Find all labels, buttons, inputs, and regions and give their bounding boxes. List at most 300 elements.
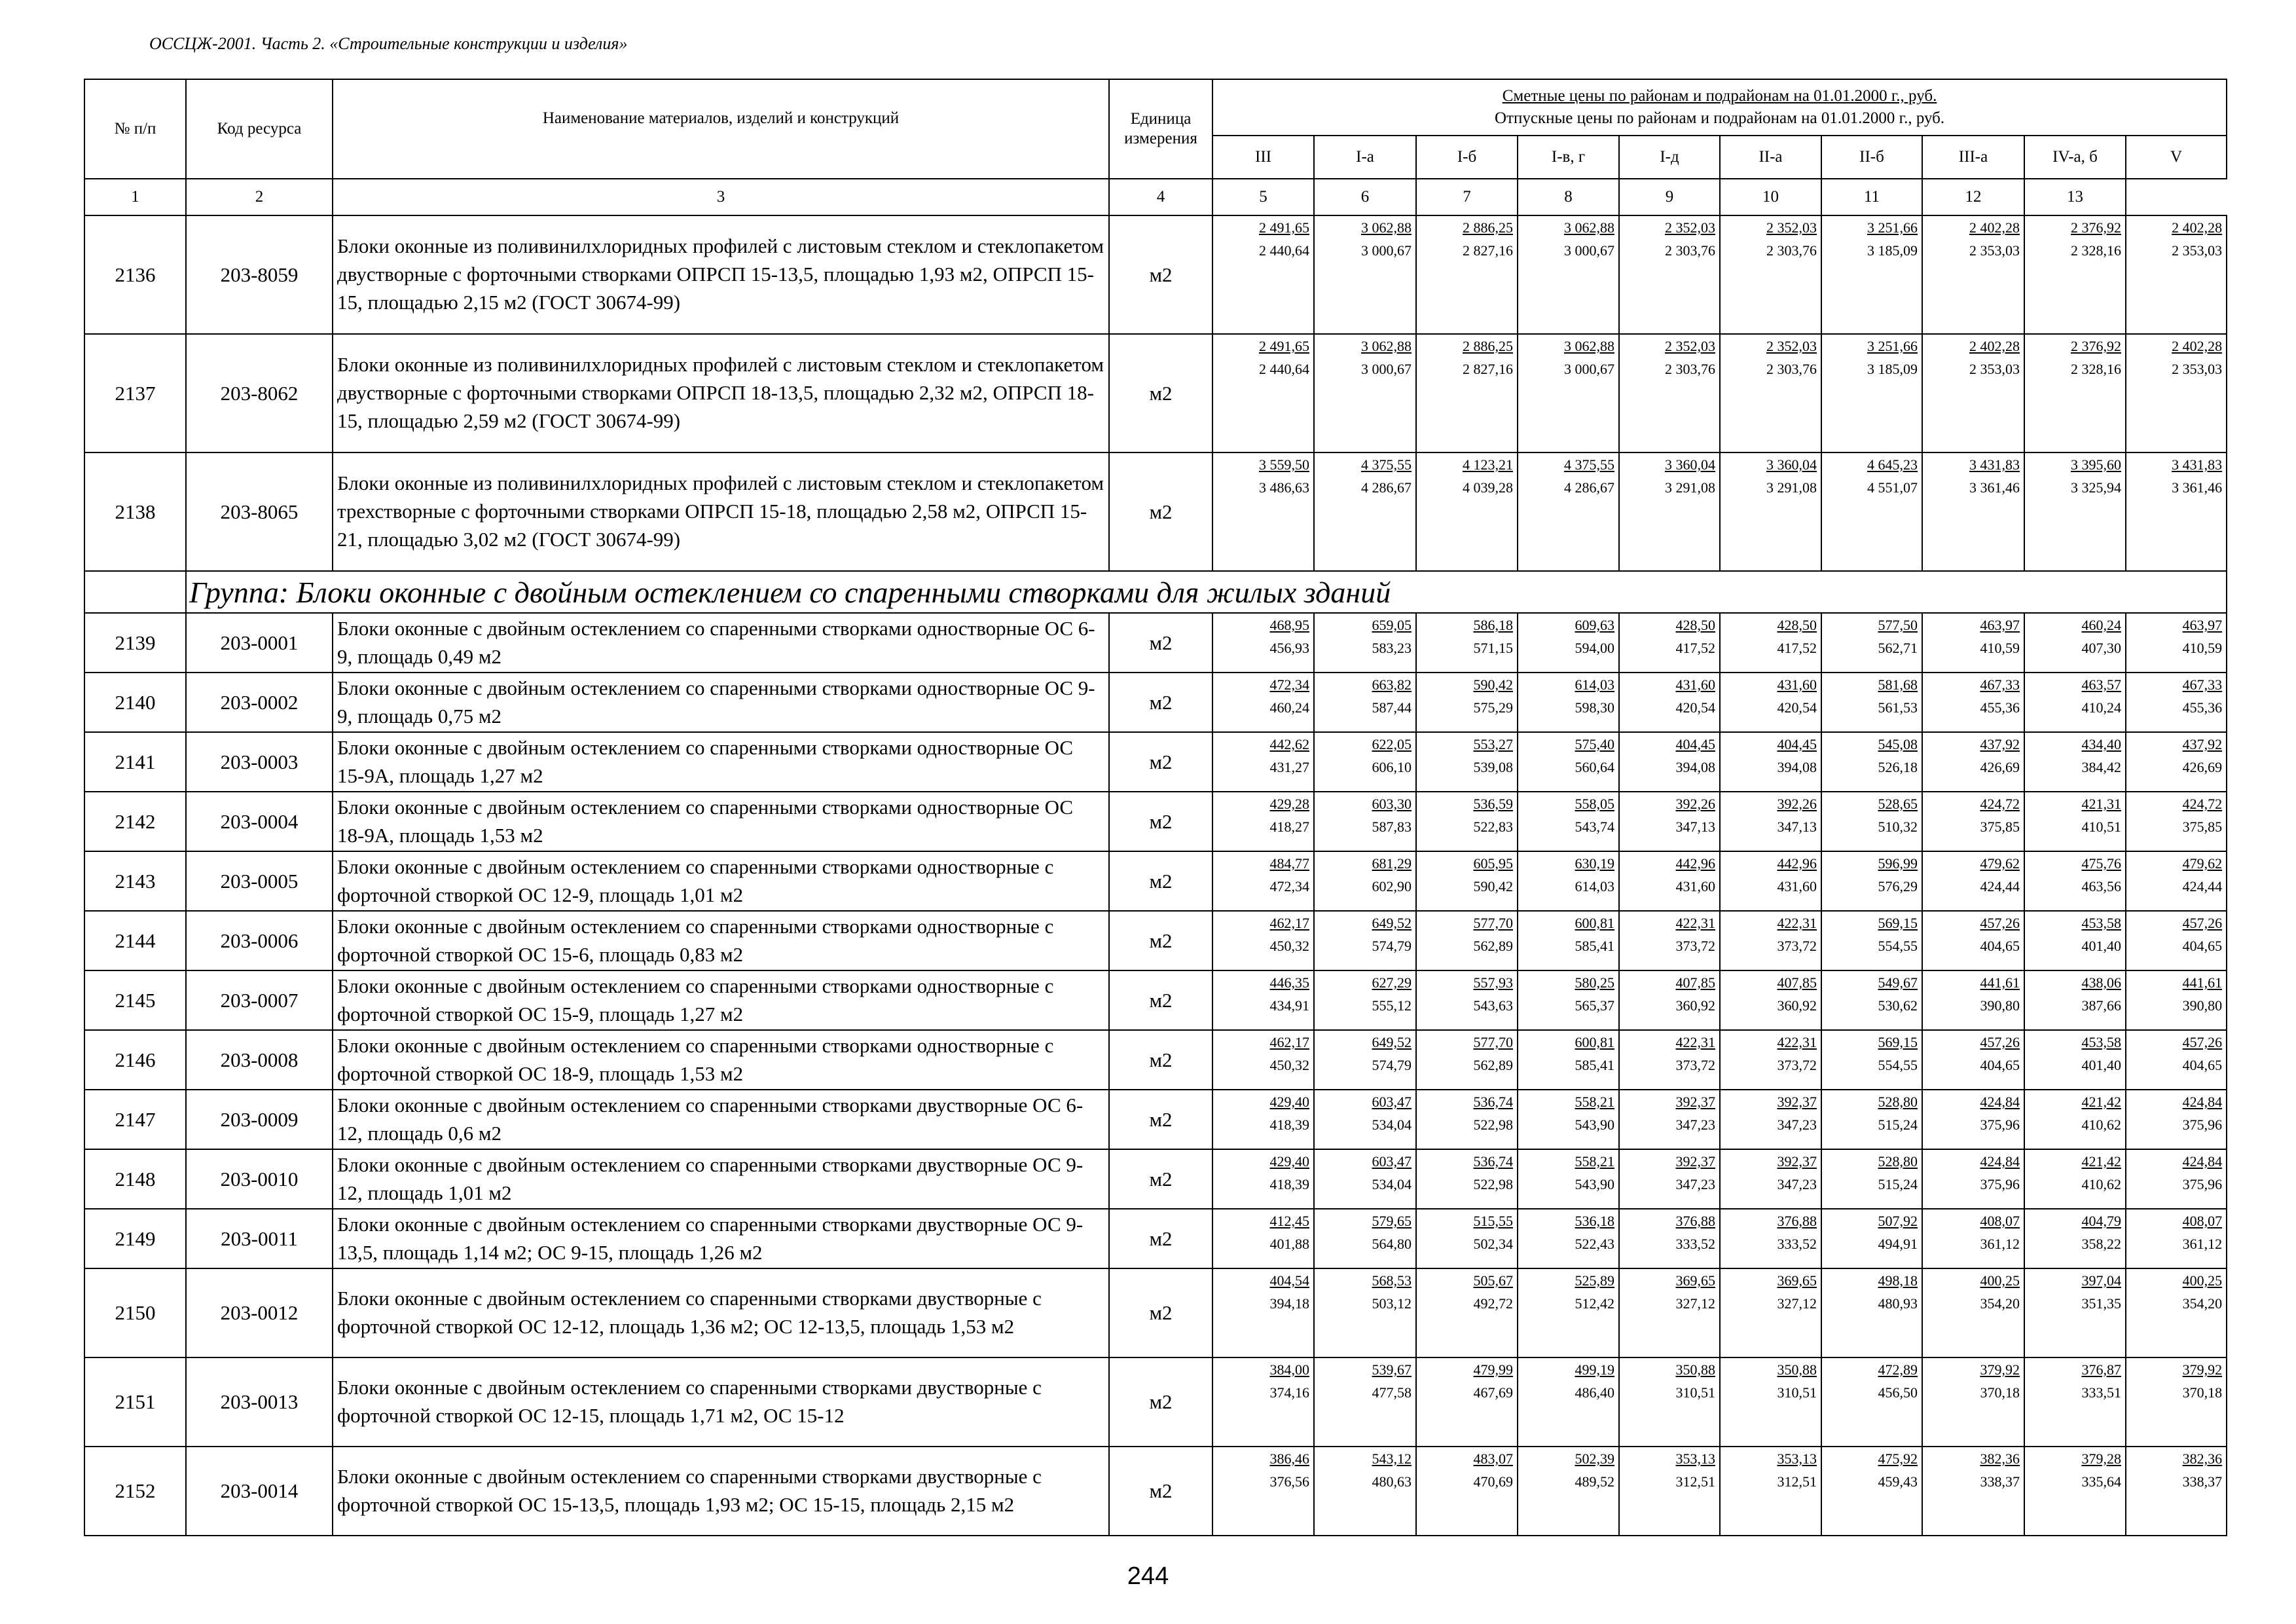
price-cell	[1720, 215, 1821, 334]
estimate-price: 475,92	[1878, 1450, 1918, 1467]
estimate-price: 558,21	[1575, 1153, 1614, 1170]
resource-code: 203-8059	[186, 215, 333, 334]
header-region: I-б	[1416, 136, 1518, 179]
estimate-price: 442,96	[1675, 855, 1715, 872]
release-price: 394,18	[1269, 1295, 1309, 1312]
price-cell	[1314, 613, 1416, 673]
estimate-price: 421,31	[2081, 796, 2121, 812]
resource-code: 203-0013	[186, 1357, 333, 1447]
price-cell	[1416, 673, 1518, 732]
price-cell	[1314, 732, 1416, 792]
price-cell	[1720, 1268, 1821, 1357]
item-name: Блоки оконные с двойным остеклением со спаренными створками одностворные ОС 18-9А, площадь 1,53 м2	[333, 792, 1109, 851]
price-cell	[1416, 732, 1518, 792]
release-price: 360,92	[1675, 997, 1715, 1014]
estimate-price: 422,31	[1675, 915, 1715, 931]
price-cell	[1314, 1268, 1416, 1357]
estimate-price: 2 491,65	[1259, 338, 1309, 354]
release-price: 373,72	[1675, 1057, 1715, 1074]
estimate-price: 603,47	[1372, 1153, 1412, 1170]
release-price: 510,32	[1878, 819, 1918, 836]
release-price: 3 325,94	[2071, 479, 2121, 496]
estimate-price: 659,05	[1372, 617, 1412, 633]
estimate-price: 392,37	[1777, 1153, 1817, 1170]
release-price: 375,85	[2182, 819, 2223, 836]
release-price: 543,90	[1575, 1116, 1614, 1134]
release-price: 375,96	[1980, 1176, 2020, 1193]
estimate-price: 479,99	[1473, 1361, 1513, 1378]
release-price: 534,04	[1372, 1176, 1412, 1193]
table-row	[84, 1447, 2227, 1536]
resource-code: 203-0001	[186, 613, 333, 673]
table-row	[84, 732, 2227, 792]
estimate-price: 369,65	[1675, 1272, 1715, 1289]
estimate-price: 596,99	[1878, 855, 1918, 872]
price-cell	[1922, 334, 2024, 452]
table-row	[84, 673, 2227, 732]
row-number: 2139	[84, 613, 186, 673]
row-number: 2150	[84, 1268, 186, 1357]
release-price: 375,96	[2182, 1116, 2223, 1134]
release-price: 561,53	[1878, 699, 1918, 716]
estimate-price: 392,37	[1777, 1094, 1817, 1110]
unit-of-measure: м2	[1109, 911, 1212, 970]
price-cell	[1518, 1209, 1619, 1268]
release-price: 460,24	[1269, 699, 1309, 716]
estimate-price: 528,80	[1878, 1153, 1918, 1170]
release-price: 492,72	[1473, 1295, 1513, 1312]
estimate-price: 382,36	[2182, 1450, 2223, 1467]
estimate-price: 627,29	[1372, 974, 1412, 991]
price-cell	[1212, 452, 1314, 571]
release-price: 467,69	[1473, 1384, 1513, 1401]
release-price: 530,62	[1878, 997, 1918, 1014]
resource-code: 203-0003	[186, 732, 333, 792]
row-number: 2138	[84, 452, 186, 571]
header-column-number: 2	[186, 179, 333, 215]
resource-code: 203-8065	[186, 452, 333, 571]
unit-of-measure: м2	[1109, 613, 1212, 673]
unit-of-measure: м2	[1109, 732, 1212, 792]
price-cell	[1212, 1149, 1314, 1209]
price-cell	[1922, 970, 2024, 1030]
item-name: Блоки оконные из поливинилхлоридных профилей с листовым стеклом и стеклопакетом трехстворные с форточными створками ОПРСП 15-18, площадью 2,58 м2, ОПРСП 15-21, площадью 3,02 м2 (ГОСТ 30674-99)	[333, 452, 1109, 571]
estimate-price: 3 360,04	[1766, 456, 1817, 473]
release-price: 347,23	[1675, 1116, 1715, 1134]
estimate-price: 392,37	[1675, 1153, 1715, 1170]
estimate-price: 422,31	[1777, 915, 1817, 931]
estimate-price: 431,60	[1675, 676, 1715, 693]
price-cell	[1518, 1090, 1619, 1149]
price-cell	[2126, 1268, 2227, 1357]
price-cell	[1212, 1030, 1314, 1090]
row-number: 2149	[84, 1209, 186, 1268]
price-cell	[1314, 334, 1416, 452]
release-price: 512,42	[1575, 1295, 1614, 1312]
estimate-price: 3 062,88	[1564, 219, 1614, 236]
table-row	[84, 911, 2227, 970]
item-name: Блоки оконные с двойным остеклением со спаренными створками двустворные ОС 6-12, площадь 0,6 м2	[333, 1090, 1109, 1149]
price-cell	[1619, 851, 1720, 911]
release-price: 2 827,16	[1463, 242, 1513, 259]
estimate-price: 467,33	[2182, 676, 2223, 693]
estimate-price: 600,81	[1575, 915, 1614, 931]
header-price-title-release: Отпускные цены по районам и подрайонам на 01.01.2000 г., руб.	[1494, 109, 1945, 127]
estimate-price: 549,67	[1878, 974, 1918, 991]
release-price: 3 291,08	[1665, 479, 1715, 496]
header-price-group	[1212, 79, 2227, 136]
release-price: 3 000,67	[1564, 242, 1614, 259]
estimate-price: 569,15	[1878, 915, 1918, 931]
price-cell	[1821, 1357, 1922, 1447]
price-cell	[2024, 452, 2126, 571]
price-cell	[1314, 1149, 1416, 1209]
release-price: 522,83	[1473, 819, 1513, 836]
release-price: 4 286,67	[1361, 479, 1412, 496]
price-cell	[1922, 792, 2024, 851]
price-cell	[1922, 732, 2024, 792]
release-price: 2 353,03	[2172, 242, 2223, 259]
release-price: 401,88	[1269, 1236, 1309, 1253]
price-cell	[2024, 215, 2126, 334]
price-cell	[1922, 1090, 2024, 1149]
estimate-price: 3 395,60	[2071, 456, 2121, 473]
release-price: 434,91	[1269, 997, 1309, 1014]
release-price: 455,36	[1980, 699, 2020, 716]
resource-code: 203-0007	[186, 970, 333, 1030]
estimate-price: 577,50	[1878, 617, 1918, 633]
price-cell	[1518, 334, 1619, 452]
price-cell	[1416, 1209, 1518, 1268]
release-price: 401,40	[2081, 938, 2121, 955]
header-region: II-а	[1720, 136, 1821, 179]
release-price: 522,43	[1575, 1236, 1614, 1253]
header-column-number: 3	[333, 179, 1109, 215]
price-cell	[1619, 732, 1720, 792]
release-price: 358,22	[2081, 1236, 2121, 1253]
release-price: 347,23	[1777, 1116, 1817, 1134]
price-cell	[1720, 1357, 1821, 1447]
estimate-price: 453,58	[2081, 915, 2121, 931]
release-price: 360,92	[1777, 997, 1817, 1014]
resource-code: 203-0011	[186, 1209, 333, 1268]
estimate-price: 404,45	[1777, 736, 1817, 752]
price-cell	[1314, 1357, 1416, 1447]
table-row	[84, 1268, 2227, 1357]
price-cell	[2024, 1149, 2126, 1209]
release-price: 602,90	[1372, 878, 1412, 895]
estimate-price: 630,19	[1575, 855, 1614, 872]
price-cell	[2024, 911, 2126, 970]
release-price: 576,29	[1878, 878, 1918, 895]
price-cell	[1212, 1209, 1314, 1268]
price-cell	[1518, 732, 1619, 792]
header-column-number: 8	[1518, 179, 1619, 215]
estimate-price: 350,88	[1675, 1361, 1715, 1378]
header-region: II-б	[1821, 136, 1922, 179]
price-cell	[1518, 851, 1619, 911]
unit-of-measure: м2	[1109, 1090, 1212, 1149]
price-cell	[1314, 970, 1416, 1030]
estimate-price: 515,55	[1473, 1213, 1513, 1229]
price-cell	[2126, 215, 2227, 334]
estimate-price: 2 402,28	[2172, 219, 2223, 236]
item-name: Блоки оконные из поливинилхлоридных профилей с листовым стеклом и стеклопакетом двустворные с форточными створками ОПРСП 18-13,5, площадью 2,32 м2, ОПРСП 18-15, площадью 2,59 м2 (ГОСТ 30674-99)	[333, 334, 1109, 452]
estimate-price: 479,62	[1980, 855, 2020, 872]
price-cell	[1720, 970, 1821, 1030]
release-price: 3 361,46	[2172, 479, 2223, 496]
estimate-price: 392,26	[1777, 796, 1817, 812]
header-region: I-в, г	[1518, 136, 1619, 179]
estimate-price: 442,96	[1777, 855, 1817, 872]
release-price: 587,83	[1372, 819, 1412, 836]
price-cell	[1922, 1447, 2024, 1536]
estimate-price: 379,92	[2182, 1361, 2223, 1378]
estimate-price: 2 402,28	[1969, 219, 2020, 236]
estimate-price: 2 402,28	[1969, 338, 2020, 354]
price-cell	[1821, 970, 1922, 1030]
release-price: 394,08	[1777, 759, 1817, 776]
price-cell	[1212, 673, 1314, 732]
estimate-price: 408,07	[1980, 1213, 2020, 1229]
estimate-price: 424,84	[1980, 1094, 2020, 1110]
release-price: 526,18	[1878, 759, 1918, 776]
unit-of-measure: м2	[1109, 673, 1212, 732]
estimate-price: 442,62	[1269, 736, 1309, 752]
header-column-number: 7	[1416, 179, 1518, 215]
estimate-price: 434,40	[2081, 736, 2121, 752]
release-price: 373,72	[1675, 938, 1715, 955]
estimate-price: 460,24	[2081, 617, 2121, 633]
price-cell	[1416, 452, 1518, 571]
header-column-number: 6	[1314, 179, 1416, 215]
price-cell	[1720, 334, 1821, 452]
price-cell	[2024, 1268, 2126, 1357]
price-cell	[1212, 613, 1314, 673]
price-cell	[1314, 851, 1416, 911]
price-cell	[1619, 1447, 1720, 1536]
resource-code: 203-0005	[186, 851, 333, 911]
estimate-price: 600,81	[1575, 1034, 1614, 1050]
estimate-price: 4 375,55	[1361, 456, 1412, 473]
release-price: 410,59	[2182, 640, 2223, 657]
row-number: 2151	[84, 1357, 186, 1447]
row-number: 2152	[84, 1447, 186, 1536]
header-region: IV-а, б	[2024, 136, 2126, 179]
item-name: Блоки оконные с двойным остеклением со спаренными створками двустворные с форточной створкой ОС 12-15, площадь 1,71 м2, ОС 15-12	[333, 1357, 1109, 1447]
price-cell	[1821, 334, 1922, 452]
estimate-price: 379,92	[1980, 1361, 2020, 1378]
release-price: 373,72	[1777, 938, 1817, 955]
release-price: 2 328,16	[2071, 242, 2121, 259]
price-cell	[2126, 911, 2227, 970]
estimate-price: 429,40	[1269, 1153, 1309, 1170]
release-price: 312,51	[1675, 1473, 1715, 1490]
release-price: 426,69	[1980, 759, 2020, 776]
release-price: 2 827,16	[1463, 361, 1513, 378]
price-cell	[2024, 1209, 2126, 1268]
price-cell	[1821, 1030, 1922, 1090]
estimate-price: 539,67	[1372, 1361, 1412, 1378]
resource-code: 203-0012	[186, 1268, 333, 1357]
table-row	[84, 1149, 2227, 1209]
unit-of-measure: м2	[1109, 1268, 1212, 1357]
estimate-price: 4 375,55	[1564, 456, 1614, 473]
group-spacer	[84, 571, 186, 613]
release-price: 327,12	[1777, 1295, 1817, 1312]
price-cell	[2024, 851, 2126, 911]
price-cell	[1922, 1209, 2024, 1268]
price-cell	[1720, 613, 1821, 673]
estimate-price: 384,00	[1269, 1361, 1309, 1378]
unit-of-measure: м2	[1109, 1030, 1212, 1090]
unit-of-measure: м2	[1109, 215, 1212, 334]
price-cell	[1821, 673, 1922, 732]
price-cell	[1619, 215, 1720, 334]
price-cell	[1518, 1357, 1619, 1447]
price-cell	[1922, 851, 2024, 911]
item-name: Блоки оконные с двойным остеклением со спаренными створками двустворные ОС 9-12, площадь 1,01 м2	[333, 1149, 1109, 1209]
estimate-price: 483,07	[1473, 1450, 1513, 1467]
release-price: 420,54	[1675, 699, 1715, 716]
estimate-price: 462,17	[1269, 1034, 1309, 1050]
price-cell	[1922, 452, 2024, 571]
price-cell	[2126, 851, 2227, 911]
price-cell	[2024, 673, 2126, 732]
release-price: 310,51	[1675, 1384, 1715, 1401]
unit-of-measure: м2	[1109, 970, 1212, 1030]
release-price: 354,20	[2182, 1295, 2223, 1312]
page-number: 244	[1127, 1562, 1169, 1590]
release-price: 3 000,67	[1361, 242, 1412, 259]
price-cell	[1821, 732, 1922, 792]
estimate-price: 376,88	[1777, 1213, 1817, 1229]
price-cell	[1518, 673, 1619, 732]
price-cell	[2024, 1357, 2126, 1447]
release-price: 404,65	[1980, 1057, 2020, 1074]
price-cell	[1212, 1090, 1314, 1149]
release-price: 470,69	[1473, 1473, 1513, 1490]
release-price: 387,66	[2081, 997, 2121, 1014]
release-price: 410,62	[2081, 1176, 2121, 1193]
release-price: 327,12	[1675, 1295, 1715, 1312]
release-price: 418,39	[1269, 1116, 1309, 1134]
price-cell	[2126, 452, 2227, 571]
estimate-price: 424,72	[1980, 796, 2020, 812]
estimate-price: 379,28	[2081, 1450, 2121, 1467]
release-price: 390,80	[1980, 997, 2020, 1014]
estimate-price: 575,40	[1575, 736, 1614, 752]
price-cell	[1821, 613, 1922, 673]
estimate-price: 502,39	[1575, 1450, 1614, 1467]
price-cell	[1619, 613, 1720, 673]
estimate-price: 581,68	[1878, 676, 1918, 693]
release-price: 347,23	[1675, 1176, 1715, 1193]
price-cell	[1720, 732, 1821, 792]
price-cell	[1922, 673, 2024, 732]
price-cell	[1212, 1447, 1314, 1536]
table-row	[84, 1357, 2227, 1447]
unit-of-measure: м2	[1109, 1447, 1212, 1536]
estimate-price: 431,60	[1777, 676, 1817, 693]
price-cell	[1821, 851, 1922, 911]
estimate-price: 2 352,03	[1766, 338, 1817, 354]
release-price: 426,69	[2182, 759, 2223, 776]
estimate-price: 3 062,88	[1361, 338, 1412, 354]
estimate-price: 505,67	[1473, 1272, 1513, 1289]
estimate-price: 577,70	[1473, 915, 1513, 931]
price-cell	[2024, 1090, 2126, 1149]
estimate-price: 437,92	[1980, 736, 2020, 752]
estimate-price: 3 360,04	[1665, 456, 1715, 473]
estimate-price: 3 431,83	[1969, 456, 2020, 473]
release-price: 562,89	[1473, 938, 1513, 955]
price-cell	[1314, 1447, 1416, 1536]
release-price: 361,12	[2182, 1236, 2223, 1253]
unit-of-measure: м2	[1109, 1357, 1212, 1447]
estimate-price: 3 251,66	[1867, 338, 1918, 354]
release-price: 333,51	[2081, 1384, 2121, 1401]
estimate-price: 382,36	[1980, 1450, 2020, 1467]
price-cell	[1720, 792, 1821, 851]
release-price: 424,44	[1980, 878, 2020, 895]
release-price: 2 353,03	[1969, 361, 2020, 378]
header-price-title-estimate: Сметные цены по районам и подрайонам на 01.01.2000 г., руб.	[1502, 87, 1937, 105]
table-row	[84, 792, 2227, 851]
release-price: 3 185,09	[1867, 361, 1918, 378]
price-cell	[1821, 1149, 1922, 1209]
header-region: I-д	[1619, 136, 1720, 179]
estimate-price: 2 352,03	[1665, 219, 1715, 236]
header-name: Наименование материалов, изделий и конструкций	[333, 79, 1109, 179]
estimate-price: 603,30	[1372, 796, 1412, 812]
estimate-price: 605,95	[1473, 855, 1513, 872]
release-price: 2 303,76	[1665, 242, 1715, 259]
estimate-price: 545,08	[1878, 736, 1918, 752]
price-cell	[1619, 1357, 1720, 1447]
price-cell	[2024, 1030, 2126, 1090]
estimate-price: 412,45	[1269, 1213, 1309, 1229]
estimate-price: 463,97	[2182, 617, 2223, 633]
estimate-price: 2 352,03	[1665, 338, 1715, 354]
price-cell	[1416, 792, 1518, 851]
release-price: 4 039,28	[1463, 479, 1513, 496]
estimate-price: 569,15	[1878, 1034, 1918, 1050]
price-cell	[1619, 1030, 1720, 1090]
estimate-price: 462,17	[1269, 915, 1309, 931]
estimate-price: 2 352,03	[1766, 219, 1817, 236]
release-price: 515,24	[1878, 1116, 1918, 1134]
table-row	[84, 970, 2227, 1030]
estimate-price: 2 886,25	[1463, 219, 1513, 236]
release-price: 503,12	[1372, 1295, 1412, 1312]
release-price: 489,52	[1575, 1473, 1614, 1490]
release-price: 351,35	[2081, 1295, 2121, 1312]
price-cell	[1821, 1209, 1922, 1268]
price-cell	[2126, 970, 2227, 1030]
estimate-price: 437,92	[2182, 736, 2223, 752]
price-cell	[1416, 1447, 1518, 1536]
price-cell	[1416, 334, 1518, 452]
release-price: 376,56	[1269, 1473, 1309, 1490]
release-price: 2 440,64	[1259, 361, 1309, 378]
resource-code: 203-0008	[186, 1030, 333, 1090]
estimate-price: 404,45	[1675, 736, 1715, 752]
estimate-price: 369,65	[1777, 1272, 1817, 1289]
release-price: 431,27	[1269, 759, 1309, 776]
release-price: 4 286,67	[1564, 479, 1614, 496]
estimate-price: 579,65	[1372, 1213, 1412, 1229]
